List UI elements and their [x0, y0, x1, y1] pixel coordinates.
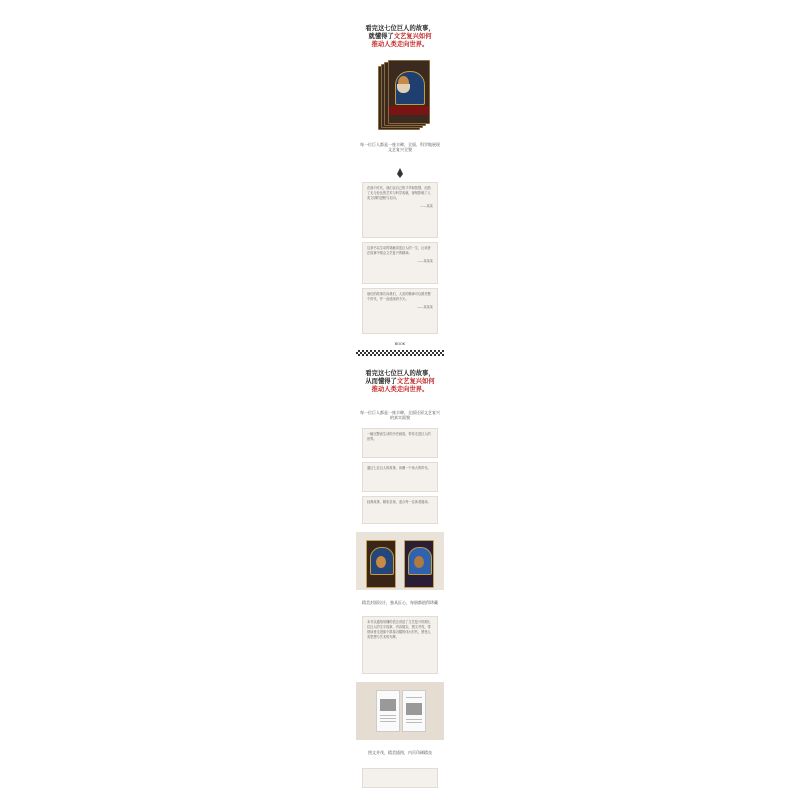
quote-text: 通过七位巨人的故事，读懂一个伟大的时代。 [367, 466, 431, 470]
quote-text: 一幅完整而生动的历史画卷，带你走进巨人的世界。 [367, 432, 431, 441]
quote-source: ——某某某 [417, 259, 433, 263]
headline-1 [356, 25, 444, 49]
headline-2-line1: 看完这七位巨人的故事， [365, 370, 435, 377]
quote-source: ——某某 [420, 204, 433, 208]
quote-text: 本书以通俗易懂的语言讲述了文艺复兴时期七位巨人的生平故事，内容翔实，图文并茂，带领读者走进那个群星闪耀的伟大时代，感受人类思想与艺术的光辉。 [367, 620, 431, 639]
quote-card-2 [362, 242, 438, 284]
quote-card-1 [362, 182, 438, 238]
quote-card-4 [362, 428, 438, 458]
quote-text: 这套书以生动的笔触讲述巨人的一生，让读者在故事中领会文艺复兴的精神。 [367, 246, 431, 255]
headline-1-red2: 推动人类走向世界。 [371, 41, 429, 48]
headline-2-red2: 推动人类走向世界。 [371, 386, 429, 393]
quote-card-7 [362, 616, 438, 674]
divider-label: BOOK [394, 342, 406, 346]
headline-2 [356, 370, 444, 394]
quote-text: 他们的故事告诉我们，人类的精神可以照亮整个时代，并一直延续到今天。 [367, 292, 431, 301]
quote-text: 经典故事，精彩呈现，适合每一位读者阅读。 [367, 500, 431, 504]
book-covers-photo [356, 532, 444, 590]
magazine-photo [356, 682, 444, 740]
headline-1-line2: 就懂得了 [368, 33, 394, 40]
book-set-image [364, 58, 436, 133]
quote-card-5 [362, 462, 438, 492]
headline-2-red1: 文艺复兴如何 [396, 378, 435, 385]
caption-magazine: 图文并茂，精美插图，内页印刷精良 [368, 750, 432, 755]
quote-source: ——某某某 [417, 305, 433, 309]
caption-1: 每一位巨人都是一座丰碑，全面、科学地展现文艺复兴全貌 [360, 142, 440, 152]
headline-2-line2: 从而懂得了 [365, 378, 397, 385]
quote-card-3 [362, 288, 438, 334]
headline-1-line1: 看完这七位巨人的故事， [365, 25, 435, 32]
checker-divider [356, 350, 444, 356]
quill-icon [396, 163, 404, 173]
quote-card-8 [362, 768, 438, 788]
caption-2: 每一位巨人都是一座丰碑，全面还原文艺复兴的真实面貌 [360, 410, 440, 420]
product-detail-strip [356, 20, 444, 790]
quote-card-6 [362, 496, 438, 524]
quote-text: 在那个时代，他们以自己的才华和智慧，创造了无与伦比的艺术与科学成就，深刻影响了人类文明的进程与走向。 [367, 186, 431, 200]
headline-1-red1: 文艺复兴如何 [393, 33, 432, 40]
caption-photo: 精美封面设计，独具匠心，每册都值得珍藏 [362, 600, 438, 605]
